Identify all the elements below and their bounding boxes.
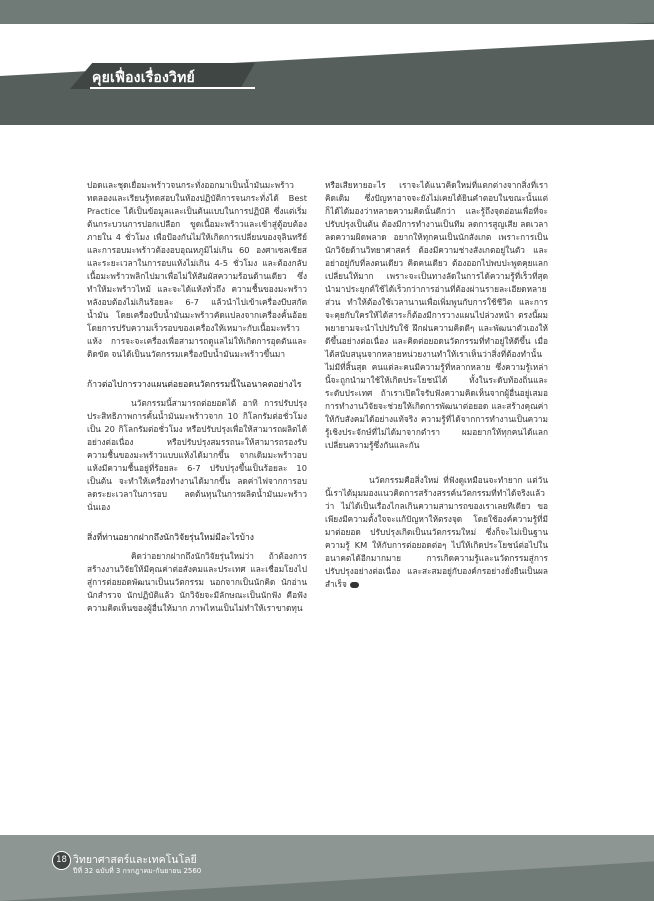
right-column (325, 179, 548, 591)
right-paragraph-1: หรือเสียหายอะไร เราจะได้แนวคิดใหม่ที่แตกต่างจากสิ่งที่เราคิดเดิม ซึ่งปัญหาอาจจะยังไม่เคยได้ยินคำตอบในขณะนั้นแต่ก็ได้ได้มองว่าหลายความคิดนั้นดีกว่า และรู้ถึงจุดอ่อนเพื่อที่จะปรับปรุงเป็นต้น ต้องมีการทำงานเป็นทีม ลดการสูญเสีย ลดเวลา ลดความผิดพลาด อยากให้ทุกคนเป็นนักสังเกต เพราะการเป็นนักวิจัยด้านวิทยาศาสตร์ ต้องมีความช่างสังเกตอยู่ในตัว และอย่าอยู่กับที่ลงตนเดียว คิดคนเดียว ต้องออกไปพบปะพูดคุยแลกเปลี่ยนให้มาก เพราะจะเป็นทางลัดในการได้ความรู้ที่เร็วที่สุด นำมาประยุกต์ใช้ได้เร็วกว่าการอ่านที่ต้องผ่านรายละเอียดหลายส่วน ทำให้ต้องใช้เวลานานเพื่อเพิ่มพูนกับการใช้ชีวิต และการจะคุยกับใครให้ได้สาระก็ต้องมีการวางแผนไปล่วงหน้า ตรงนี้ผมพยายามจะนำไปปรับใช้ ฝึกฝนความคิดดีๆ และพัฒนาตัวเองให้ดีขึ้นอย่างต่อเนื่อง และคิดต่อยอดนวัตกรรมที่ทำอยู่ให้ดีขึ้น เมื่อได้สนับสนุนจากหลายหน่วยงานทำให้เราเห็นว่าสิ่งที่ต้องทำนั้นไม่มีที่สิ้นสุด คนแต่ละคนมีความรู้ที่หลากหลาย ซึ่งความรู้เหล่านี้จะถูกนำมาใช้ให้เกิดประโยชน์ได้ ทั้งในระดับท้องถิ่นและระดับประเทศ ถ้าเราเปิดใจรับฟังความคิดเห็นจากผู้อื่นอยู่เสมอ การทำงานวิจัยจะช่วยให้เกิดการพัฒนาต่อยอด และสร้างคุณค่าให้กับสังคมได้อย่างแท้จริง ความรู้ที่ได้จากการทำงานเป็นความรู้เชิงประจักษ์ที่ไม่ได้มาจากตำรา ผมอยากให้ทุกคนได้แลกเปลี่ยนความรู้ซึ่งกันและกัน (325, 180, 548, 450)
section-tag: คุยเฟื่องเรื่องวิทย์ (92, 70, 195, 86)
left-paragraph-1: ปอดและชุดเยื่อมะพร้าวจนกระทั่งออกมาเป็นน้ำมันมะพร้าวทดลองและเรียนรู้ทดสอบในห้องปฏิบัติการจนกระทั่งได้ Best Practice ได้เป็นข้อมูลและเป็นต้นแบบในการปฏิบัติ ซึ่งแต่เริ่มต้นกระบวนการปอกเปลือก ขูดเนื้อมะพร้าวและเข้าสู่ตู้อบต้องภายใน 4 ชั่วโมง เพื่อป้องกันไม่ให้เกิดการเปลี่ยนของจุลินทรีย์ และการอบมะพร้าวต้องอบอุณหภูมิไม่เกิน 60 องศาเซลเซียส และระยะเวลาในการอบแห้งไม่เกิน 4-5 ชั่วโมง และต้องกลับเนื้อมะพร้าวพลิกไปมาเพื่อไม่ให้สัมผัสความร้อนด้านเดียว ซึ่งทำให้มะพร้าวไหม้ และจะได้แห้งทั่วถึง ความชื้นของมะพร้าวหลังอบต้องไม่เกินร้อยละ 6-7 แล้วนำไปเข้าเครื่องบีบสกัดน้ำมัน โดยเครื่องบีบน้ำมันมะพร้าวคัดแปลงจากเครื่องคั้นอ้อย โดยการปรับความเร็วรอบของเครื่องให้เหมาะกับเนื้อมะพร้าวแห้ง การจะจะเครื่องเพื่อสามารถดูแลไม่ให้เกิดการอุดตันและติดขัด จนได้เป็นนวัตกรรมเครื่องบีบน้ำมันมะพร้าวขึ้นมา (87, 180, 307, 359)
right-paragraph-2: นวัตกรรมคือสิ่งใหม่ ที่ฟังดูเหมือนจะทำยาก แต่วันนี้เราได้มุมมองแนวคิดการสร้างสรรค์นวัตกรรมที่ทำได้จริงแล้วว่า ไม่ได้เป็นเรื่องไกลเกินความสามารถของเราเลยทีเดียว ขอเพียงมีความตั้งใจจะแก้ปัญหาให้ตรงจุด โดยใช้องค์ความรู้ที่มีมาต่อยอด ปรับปรุงเกิดเป็นนวัตกรรมใหม่ ซึ่งก็จะไม่เป็นฐานความรู้ KM ให้กับการต่อยอดต่อๆ ไปให้เกิดประโยชน์ต่อไปในอนาคตได้อีกมากมาย การเกิดความรู้และนวัตกรรมสู่การปรับปรุงอย่างต่อเนื่อง และสะสมอยู่กับองค์กรอย่างยั่งยืนเป็นผลสำเร็จ (325, 475, 548, 589)
left-column (87, 179, 307, 615)
heading-advice: สิ่งที่ท่านอยากฝากถึงนักวิจัยรุ่นใหม่มีอะไรบ้าง (87, 533, 255, 543)
journal-issue: ปีที่ 32 ฉบับที่ 3 กรกฎาคม-กันยายน 2560 (73, 867, 202, 875)
end-of-article-icon (350, 582, 359, 588)
left-paragraph-3: คิดว่าอยากฝากถึงนักวิจัยรุ่นใหม่ว่า ถ้าต้องการสร้างงานวิจัยให้มีคุณค่าต่อสังคมและประเทศ และเชื่อมโยงไปสู่การต่อยอดพัฒนาเป็นนวัตกรรม นอกจากเป็นนักคิด นักอ่าน นักสำรวจ นักปฏิบัติแล้ว นักวิจัยจะมีลักษณะเป็นนักฟัง คือฟังความคิดเห็นของผู้อื่นให้มาก ภาพไหนเป็นไม่ทำให้เราขาดทุน (87, 551, 307, 613)
journal-name: วิทยาศาสตร์และเทคโนโลยี (73, 854, 197, 866)
page-number: 18 (52, 851, 71, 870)
left-paragraph-2: นวัตกรรมนี้สามารถต่อยอดได้ อาทิ การปรับปรุงประสิทธิภาพการคั้นน้ำมันมะพร้าวจาก 10 กิโลกรัมต่อชั่วโมง เป็น 20 กิโลกรัมต่อชั่วโมง หรือปรับปรุงเพื่อให้สามารถผลิตได้อย่างต่อเนื่อง หรือปรับปรุงสมรรถนะให้สามารถรองรับความชื้นของมะพร้าวแบบแห้งได้มากขึ้น จากเดิมมะพร้าวอบแห้งมีความชื้นอยู่ที่ร้อยละ 6-7 ปรับปรุงขึ้นเป็นร้อยละ 10 เป็นต้น จะทำให้เครื่องทำงานได้มากขึ้น ลดค่าไฟจากการอบลดระยะเวลาในการอบ ลดต้นทุนในการผลิตน้ำมันมะพร้าวนั่นเอง (87, 398, 307, 512)
heading-future-plan: ก้าวต่อไปการวางแผนต่อยอดนวัตกรรมนี้ในอนาคตอย่างไร (87, 380, 302, 390)
section-tag-underline (90, 87, 255, 89)
